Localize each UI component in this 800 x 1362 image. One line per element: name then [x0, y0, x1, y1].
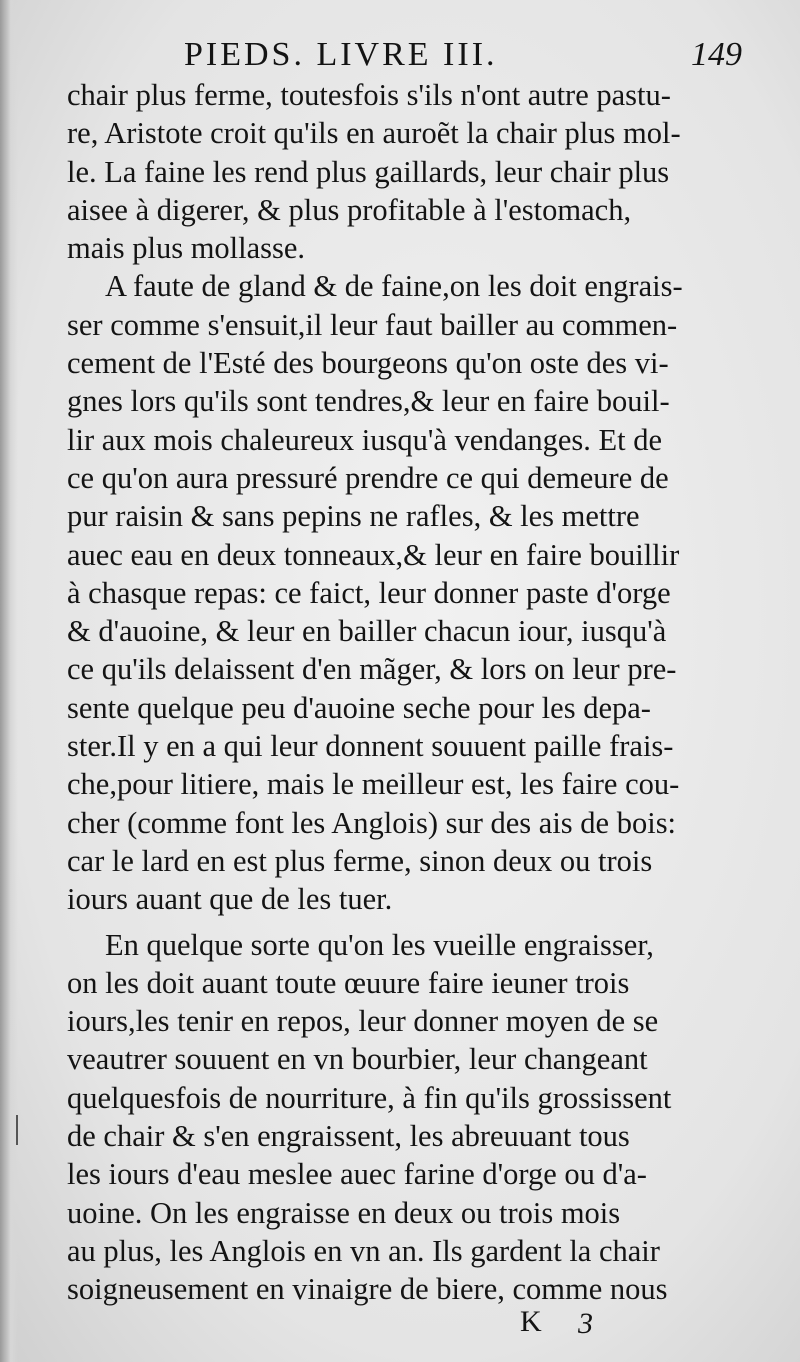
text-line: pur raisin & sans pepins ne rafles, & les mettre [67, 499, 640, 534]
text-line: aisee à digerer, & plus profitable à l'estomach, [67, 192, 632, 227]
text-line: iours auant que de les tuer. [67, 882, 393, 917]
text-line: veautrer souuent en vn bourbier, leur changeant [67, 1042, 648, 1077]
text-line: chair plus ferme, toutesfois s'ils n'ont autre pastu- [67, 78, 671, 112]
text-line: cement de l'Esté des bourgeons qu'on oste des vi- [67, 346, 669, 381]
text-line: de chair & s'en engraissent, les abreuuant tous [67, 1119, 630, 1154]
text-line: au plus, les Anglois en vn an. Ils gardent la chair [67, 1233, 660, 1268]
text-line: En quelque sorte qu'on les vueille engraisser, [105, 927, 654, 962]
text-line: iours,les tenir en repos, leur donner moyen de se [67, 1004, 659, 1039]
text-line: A faute de gland & de faine,on les doit engrais- [105, 269, 683, 304]
text-line: ser comme s'ensuit,il leur faut bailler au commen- [67, 307, 678, 342]
signature-number: 3 [578, 1307, 593, 1340]
text-line: le. La faine les rend plus gaillards, leur chair plus [67, 154, 670, 189]
text-line: mais plus mollasse. [67, 231, 306, 266]
text-line: à chasque repas: ce faict, leur donner paste d'orge [67, 575, 671, 610]
signature-mark: K [520, 1305, 542, 1338]
text-line: re, Aristote croit qu'ils en auroẽt la chair plus mol- [67, 116, 681, 151]
page-footer [520, 1300, 640, 1344]
margin-mark [16, 1115, 18, 1145]
text-line: lir aux mois chaleureux iusqu'à vendanges. Et de [67, 422, 662, 457]
text-line: ster.Il y en a qui leur donnent souuent paille frais- [67, 729, 674, 764]
body-text [67, 76, 739, 1309]
text-line: quelquesfois de nourriture, à fin qu'ils grossissent [67, 1080, 672, 1115]
page-header [160, 32, 750, 78]
text-line: & d'auoine, & leur en bailler chacun iour, iusqu'à [67, 614, 667, 649]
text-line: che,pour litiere, mais le meilleur est, les faire cou- [67, 767, 680, 802]
text-line: cher (comme font les Anglois) sur des ais de bois: [67, 805, 677, 840]
page-number: 149 [691, 36, 742, 73]
text-line: sente quelque peu d'auoine seche pour les depa- [67, 690, 651, 725]
text-line: car le lard en est plus ferme, sinon deux ou trois [67, 843, 653, 878]
running-title: PIEDS. LIVRE III. [184, 36, 498, 73]
paragraph-3 [67, 926, 739, 1309]
text-line: auec eau en deux tonneaux,& leur en faire bouillir [67, 537, 680, 572]
text-line: ce qu'on aura pressuré prendre ce qui demeure de [67, 460, 669, 495]
text-line: ce qu'ils delaissent d'en mãger, & lors on leur pre- [67, 652, 677, 687]
text-line: soigneusement en vinaigre de biere, comme nous [67, 1272, 668, 1307]
text-line: uoine. On les engraisse en deux ou trois mois [67, 1195, 621, 1230]
text-line: on les doit auant toute œuure faire ieuner trois [67, 965, 630, 1000]
paragraph-2 [67, 267, 739, 918]
text-line: les iours d'eau meslee auec farine d'orge ou d'a- [67, 1157, 647, 1192]
text-line: gnes lors qu'ils sont tendres,& leur en faire bouil- [67, 384, 670, 419]
paragraph-spacing [67, 919, 739, 926]
binding-gutter-shadow [0, 0, 18, 1362]
paragraph-1 [67, 76, 739, 267]
